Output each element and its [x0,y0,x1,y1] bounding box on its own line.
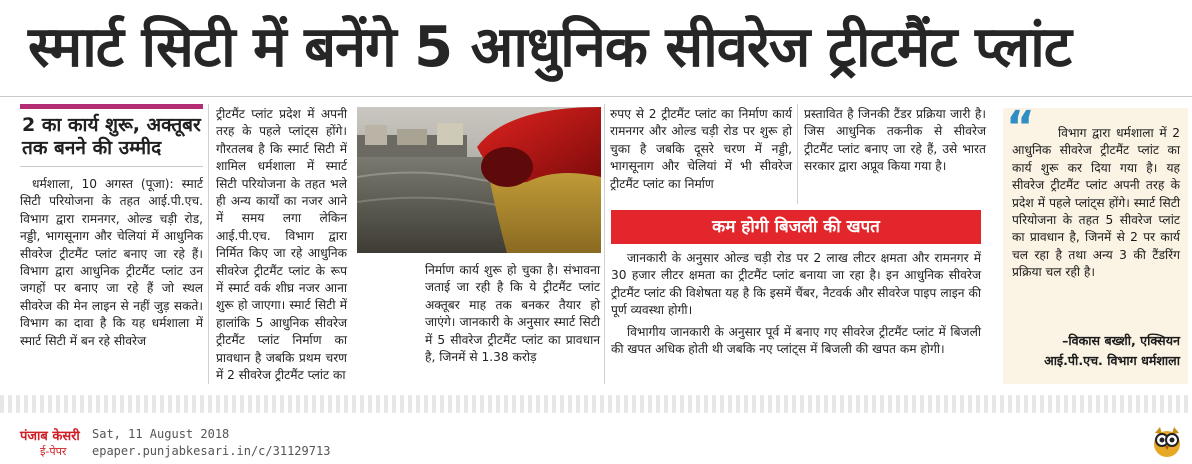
section-banner: कम होगी बिजली की खपत [611,210,981,244]
article-column-3: निर्माण कार्य शुरू हो चुका है। संभावना जताई जा रही है कि ये ट्रीटमैंट प्लांट अक्तूबर माह तक बनकर तैयार हो जाएंगे। जानकारी के अनुसार स्मार्ट सिटी में 5 सीवरेज ट्रीटमैंट प्लांट का प्रावधान है, जिनमें से 1.38 करोड़ [425,263,600,365]
column-divider [604,104,605,384]
article-column-2-bottom [216,262,347,384]
column-divider [208,104,209,384]
article-column-2-top: ट्रीटमैंट प्लांट प्रदेश में अपनी तरह के पहले प्लांट्स होंगे। गौरतलब है कि स्मार्ट सिटी में शामिल धर्मशाला में स्मार्ट सिटी परियोजना के तहत भले ही अन्य कार्यों का नजर आने में समय लगा लेकिन आई.पी.एच. विभाग द्वारा निर्मित किए जा रहे आधुनिक सीवरेज ट्रीटमैंट प्लांट के रूप में स्मार्ट वर्क शीघ्र नजर आना शुरू हो जाएगा। स्मार्ट सिटी में हालांकि 5 आधुनिक सीवरेज ट्रीटमैंट प्लांट निर्माण का प्रावधान है जबकि प्रथम चरण में 2 सीवरेज ट्रीटमैंट प्लांट का [216,107,347,383]
footer-date: Sat, 11 August 2018 [92,427,230,441]
article-paragraph-capacity: जानकारी के अनुसार ओल्ड चड़ी रोड पर 2 लाख लीटर क्षमता और रामनगर में 30 हजार लीटर क्षमता का ट्रीटमैंट प्लांट बनाया जा रहा है। इन आधुनिक सीवरेज ट्रीटमैंट प्लांट की विशेषता यह है कि इसमें चैंबर, नैटवर्क और सीवरेज पाइप लाइन की पूर्ण व्यवस्था होगी। [611,251,981,318]
quote-text: विभाग द्वारा धर्मशाला में 2 आधुनिक सीवरेज ट्रीटमैंट प्लांट का कार्य शुरू कर दिया गया है। यह सीवरेज ट्रीटमैंट प्लांट अपनी तरह के प्रदेश में पहले प्लांट्स होंगे। स्मार्ट सिटी परियोजना के तहत 5 सीवरेज प्लांट का प्रावधान है, जिनमें से 2 पर कार्य चल रहा है तथा अन्य 3 की टैंडरिंग प्रक्रिया चल रही है। [1012,126,1180,280]
footer-logo[interactable]: पंजाब केसरी [20,429,80,444]
subhead-divider [20,166,203,167]
photo-image [357,107,601,253]
column-divider [797,104,798,204]
article-paragraph-electricity: विभागीय जानकारी के अनुसार पूर्व में बनाए गए सीवरेज ट्रीटमैंट प्लांट में बिजली की खपत अधिक होती थी जबकि नए प्लांट्स में बिजली की खपत कम होगी। [611,325,981,357]
quote-signature-name: –विकास बख्शी, एक्सियन [1062,333,1180,348]
torn-edge [0,395,1192,413]
article-column-4: रुपए से 2 ट्रीटमैंट प्लांट का निर्माण कार्य रामनगर और ओल्ड चड़ी रोड पर शुरू हो चुका है जबकि दूसरे चरण में नड्डी, भागसूनाग और चेलियां में भी सीवरेज ट्रीटमैंट प्लांट का निर्माण [610,107,792,191]
article-column-5: प्रस्तावित है जिनकी टैंडर प्रक्रिया जारी है। जिस आधुनिक तकनीक से सीवरेज ट्रीटमैंट प्लांट बनाए जा रहे हैं, उसे भारत सरकार द्वारा अप्रूव किया गया है। [804,107,986,174]
quote-icon: “ [1006,102,1035,153]
headline-divider [0,96,1192,97]
owl-icon [1152,424,1182,458]
article-column-1: धर्मशाला, 10 अगस्त (पूजा): स्मार्ट सिटी परियोजना के तहत आई.पी.एच. विभाग द्वारा रामनगर, ओल्ड चड़ी रोड, नड्डी, भागसूनाग और चेलियां में आधुनिक सीवरेज ट्रीटमैंट प्लांट बनाए जा रहे हैं। विभाग द्वारा आधुनिक ट्रीटमैंट प्लांट उन जगहों पर बनाए जा रहे हैं जो स्थल सीवरेज की मेन लाइन से नहीं जुड़ सकते। विभाग का दावा है कि यह धर्मशाला में स्मार्ट सिटी में बन रहे सीवरेज [20,177,203,348]
sewage-treatment-photo [357,107,601,253]
footer-url[interactable]: epaper.punjabkesari.in/c/31129713 [92,444,331,458]
footer-logo-subtitle: ई-पेपर [40,445,67,458]
subhead-bar [20,104,203,109]
quote-signature [1008,331,1180,371]
quote-signature-dept: आई.पी.एच. विभाग धर्मशाला [1044,353,1180,368]
owl-icon-graphic [1152,424,1182,458]
subheadline: 2 का कार्य शुरू, अक्तूबर तक बनने की उम्मीद [22,114,201,159]
headline: स्मार्ट सिटी में बनेंगे 5 आधुनिक सीवरेज ट्रीटमैंट प्लांट [28,15,1071,80]
